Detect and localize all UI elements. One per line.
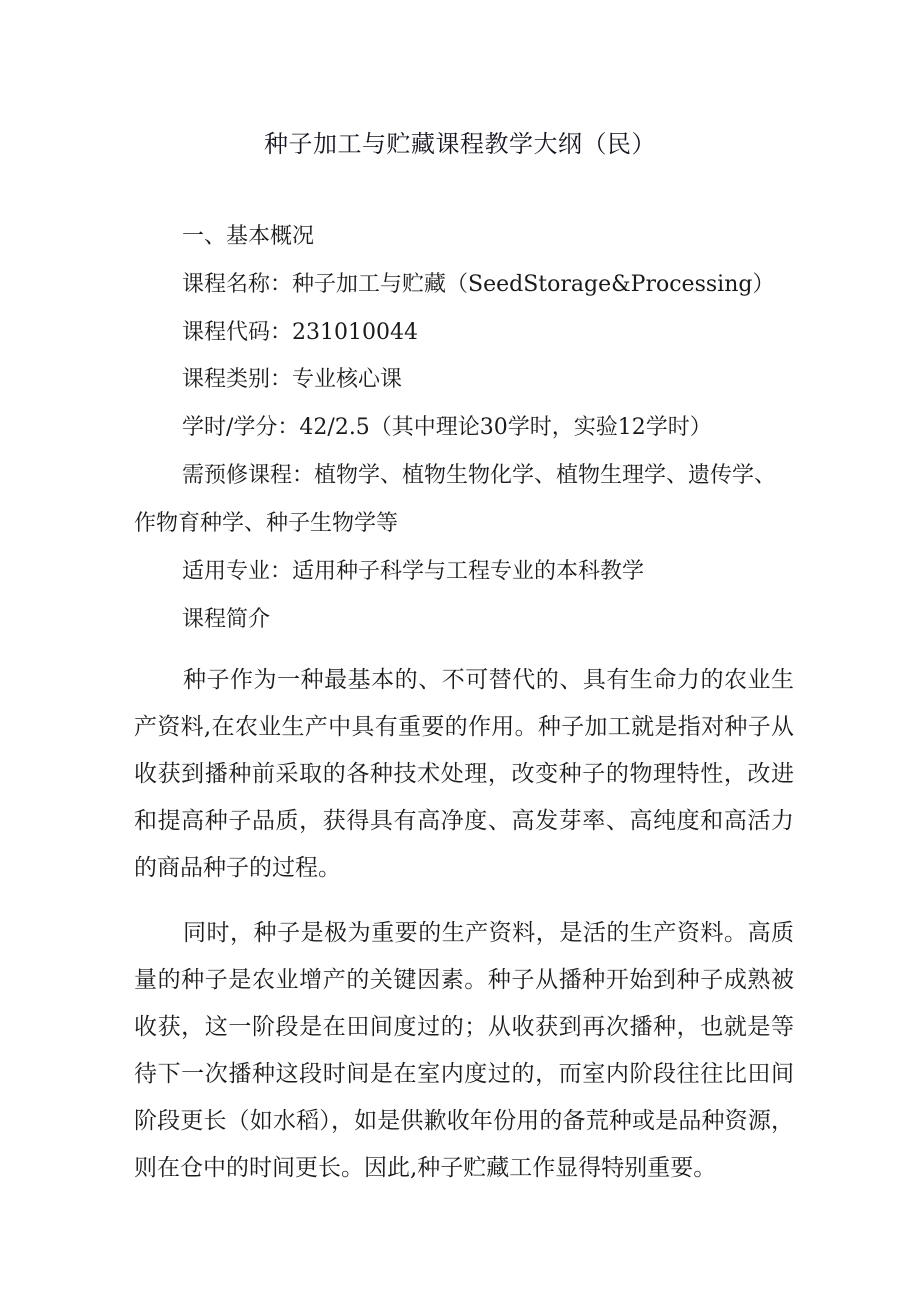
course-name-line: 课程名称：种子加工与贮藏（SeedStorage&Processing） (182, 272, 775, 297)
prerequisites-line-2: 作物育种学、种子生物学等 (134, 511, 399, 536)
intro-paragraph-1: 种子作为一种最基本的、不可替代的、具有生命力的农业生产资料,在农业生产中具有重要的作用。种子加工就是指对种子从收获到播种前采取的各种技术处理，改变种子的物理特性，改进和提高种子品质，获得具有高净度、高发芽率、高纯度和高活力的商品种子的过程。 (134, 667, 794, 881)
document-title: 种子加工与贮藏课程教学大纲（民） (264, 130, 656, 158)
course-code-line: 课程代码：231010044 (182, 320, 418, 345)
prerequisites-line-1: 需预修课程：植物学、植物生物化学、植物生理学、遗传学、 (182, 463, 777, 488)
section-heading-basic-info: 一、基本概况 (182, 224, 315, 249)
intro-paragraph-2: 同时，种子是极为重要的生产资料，是活的生产资料。高质量的种子是农业增产的关键因素。种子从播种开始到种子成熟被收获，这一阶段是在田间度过的；从收获到再次播种，也就是等待下一次播种这段时间是在室内度过的，而室内阶段往往比田间阶段更长（如水稻），如是供歉收年份用的备荒种或是品种资源，则在仓中的时间更长。因此,种子贮藏工作显得特别重要。 (134, 920, 794, 1181)
applicable-major-line: 适用专业：适用种子科学与工程专业的本科教学 (182, 559, 645, 584)
course-category-line: 课程类别：专业核心课 (182, 367, 403, 392)
hours-credits-line: 学时/学分：42/2.5（其中理论30学时，实验12学时） (182, 415, 712, 440)
course-intro-heading: 课程简介 (182, 607, 271, 632)
